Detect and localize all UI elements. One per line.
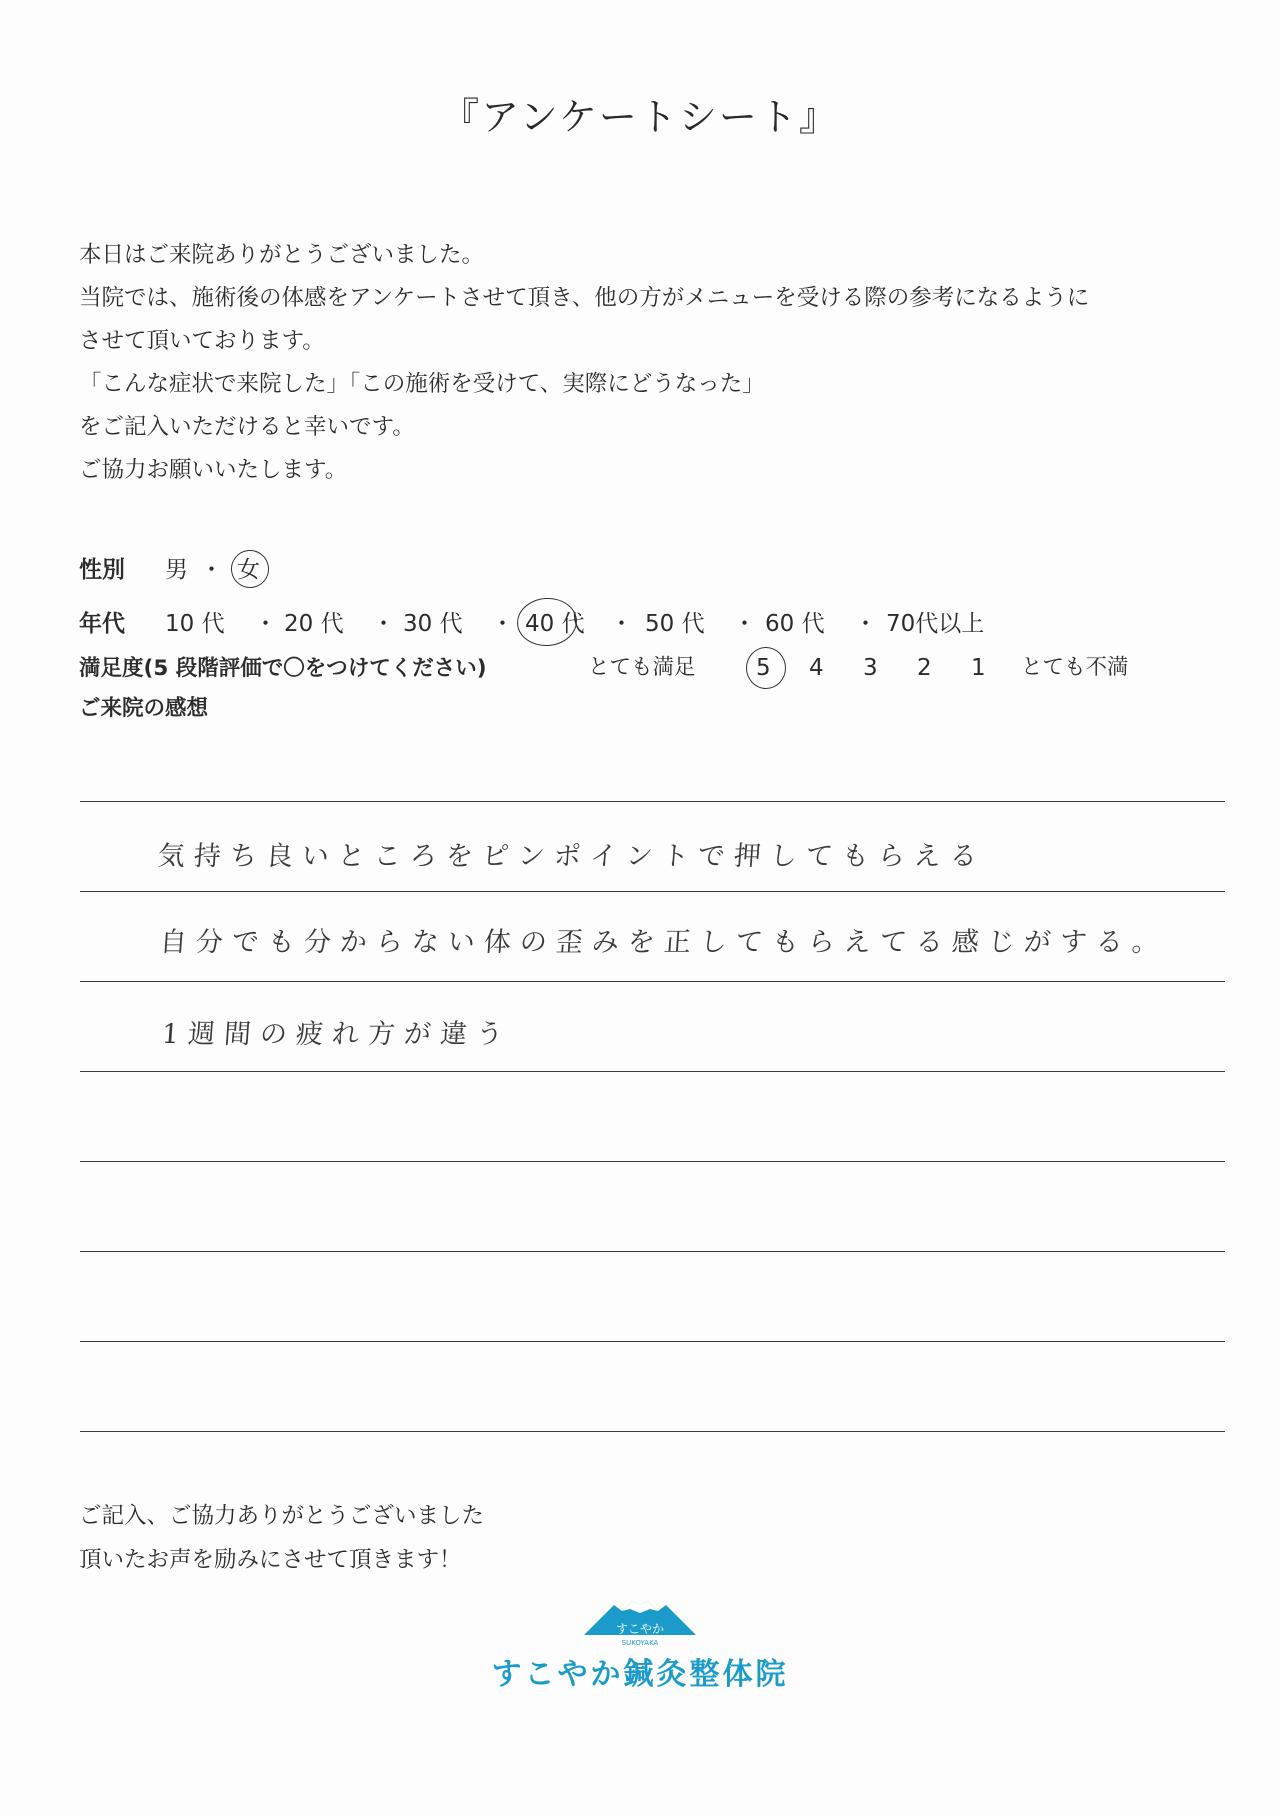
satisfaction-option-5-selected[interactable]: 5 xyxy=(756,646,771,690)
mountain-logo-icon xyxy=(580,1585,700,1647)
thanks-line: 頂いたお声を励みにさせて頂きます！ xyxy=(79,1547,462,1573)
satisfaction-high-label: とても満足 xyxy=(588,655,696,680)
impressions-label: ご来院の感想 xyxy=(79,696,209,721)
intro-line: をご記入いただけると幸いです。 xyxy=(79,414,415,440)
intro-line: 当院では、施術後の体感をアンケートさせて頂き、他の方がメニューを受ける際の参考になるように xyxy=(79,285,1090,311)
age-option-20s[interactable]: 20 代 xyxy=(284,611,344,637)
gender-option-female-selected[interactable]: 女 xyxy=(237,548,260,592)
logo-mark-text: すこやか xyxy=(615,1622,665,1636)
logo-mark-subtext: SUKOYAKA xyxy=(621,1639,659,1647)
satisfaction-low-label: とても不満 xyxy=(1021,655,1129,680)
ruled-line xyxy=(80,1161,1225,1162)
satisfaction-option-1[interactable]: 1 xyxy=(971,655,986,681)
intro-line: させて頂いております。 xyxy=(79,328,325,354)
age-option-70s-plus[interactable]: 70代以上 xyxy=(886,611,985,637)
intro-line: 本日はご来院ありがとうございました。 xyxy=(79,242,485,268)
satisfaction-label: 満足度(5 段階評価で〇をつけてください) xyxy=(79,656,487,681)
age-option-50s[interactable]: 50 代 xyxy=(645,611,705,637)
handwritten-impression-line: 1週間の疲れ方が違う xyxy=(160,1019,514,1050)
separator: ・ xyxy=(254,611,277,637)
separator: ・ xyxy=(733,611,756,637)
clinic-name: すこやか鍼灸整体院 xyxy=(491,1657,789,1692)
separator: ・ xyxy=(200,557,223,583)
ruled-line xyxy=(80,801,1225,802)
ruled-line xyxy=(80,1431,1225,1432)
handwritten-impression-line: 気持ち良いところをピンポイントで押してもらえる xyxy=(156,841,987,872)
age-label: 年代 xyxy=(79,611,125,637)
intro-line: ご協力お願いいたします。 xyxy=(79,457,348,483)
gender-option-male[interactable]: 男 xyxy=(165,557,188,583)
separator: ・ xyxy=(610,611,633,637)
ruled-line xyxy=(80,981,1225,982)
thanks-message xyxy=(79,1494,484,1582)
handwritten-impression-line: 自分でも分からない体の歪みを正してもらえてる感じがする。 xyxy=(158,927,1169,958)
satisfaction-option-4[interactable]: 4 xyxy=(809,655,824,681)
separator: ・ xyxy=(491,611,514,637)
ruled-line xyxy=(80,1071,1225,1072)
age-option-60s[interactable]: 60 代 xyxy=(765,611,825,637)
ruled-line xyxy=(80,1341,1225,1342)
clinic-logo xyxy=(0,1585,1280,1693)
age-option-40s-selected[interactable]: 40 代 xyxy=(525,602,585,646)
page-title: 『アンケートシート』 xyxy=(441,95,839,139)
age-option-30s[interactable]: 30 代 xyxy=(403,611,463,637)
satisfaction-option-3[interactable]: 3 xyxy=(863,655,878,681)
gender-label: 性別 xyxy=(79,557,125,583)
satisfaction-option-2[interactable]: 2 xyxy=(917,655,932,681)
separator: ・ xyxy=(854,611,877,637)
ruled-line xyxy=(80,1251,1225,1252)
intro-line: 「こんな症状で来院した」「この施術を受けて、実際にどうなった」 xyxy=(79,371,765,397)
ruled-line xyxy=(80,891,1225,892)
age-option-10s[interactable]: 10 代 xyxy=(165,611,225,637)
separator: ・ xyxy=(372,611,395,637)
thanks-line: ご記入、ご協力ありがとうございました xyxy=(79,1503,485,1529)
